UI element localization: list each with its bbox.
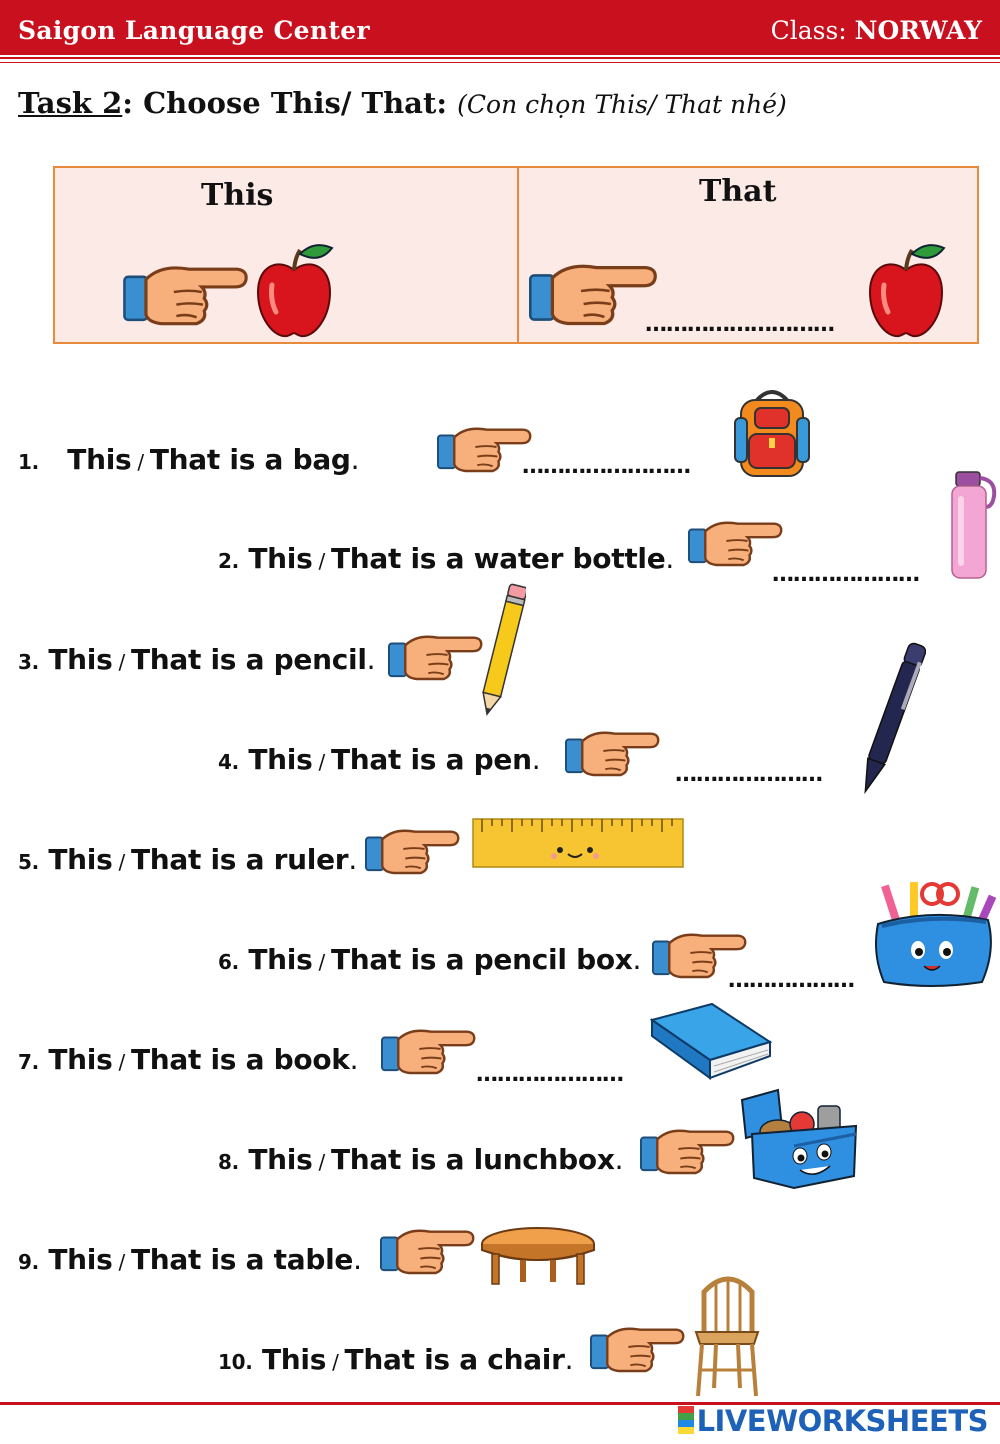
apple-icon <box>253 240 335 340</box>
lunchbox-icon <box>738 1088 862 1190</box>
period: . <box>564 1343 574 1376</box>
option-this[interactable]: This <box>48 1243 113 1276</box>
pencil-box-icon <box>870 880 1000 990</box>
answer-dots: ………………… <box>476 1062 623 1087</box>
answer-dots: ………………… <box>675 762 822 787</box>
legend-this-label: This <box>201 178 274 213</box>
slash: / <box>118 650 125 674</box>
slash: / <box>118 1050 125 1074</box>
option-that[interactable]: That <box>130 1043 202 1076</box>
liveworksheets-logo[interactable] <box>678 1404 988 1438</box>
task-instruction: : Choose This/ That: <box>122 86 458 120</box>
sentence-rest: is a table <box>201 1243 354 1276</box>
option-this[interactable]: This <box>248 943 313 976</box>
option-that[interactable]: That <box>330 1143 402 1176</box>
slash: / <box>118 850 125 874</box>
question-number: 1. <box>18 450 39 474</box>
option-this[interactable]: This <box>261 1343 327 1376</box>
slash: / <box>318 1150 325 1174</box>
option-that[interactable]: That <box>344 1343 415 1376</box>
period: . <box>632 943 642 976</box>
sentence-rest: is a book <box>201 1043 350 1076</box>
sentence-rest: is a bag <box>219 443 351 476</box>
header-divider <box>0 57 1000 59</box>
option-this[interactable]: This <box>48 843 113 876</box>
question-number: 2. <box>218 549 239 573</box>
option-that[interactable]: That <box>130 1243 202 1276</box>
question-number: 6. <box>218 950 239 974</box>
backpack-icon <box>733 388 811 480</box>
water-bottle-icon <box>946 470 998 580</box>
book-icon <box>650 1002 772 1080</box>
slash: / <box>318 950 325 974</box>
sentence-rest: is a pencil <box>201 643 367 676</box>
option-that[interactable]: That <box>130 843 202 876</box>
sentence-rest: is a pen <box>401 743 532 776</box>
table-icon <box>480 1226 596 1286</box>
pointing-hand-icon <box>525 252 663 330</box>
option-that[interactable]: That <box>330 943 402 976</box>
class-name: NORWAY <box>854 16 982 45</box>
option-this[interactable]: This <box>248 1143 313 1176</box>
pointing-hand-icon <box>381 1020 477 1078</box>
sentence-rest: is a lunchbox <box>401 1143 615 1176</box>
pointing-hand-icon <box>437 418 533 476</box>
question-4 <box>218 743 540 776</box>
question-number: 5. <box>18 850 39 874</box>
answer-dots: …………………… <box>522 454 690 479</box>
period: . <box>614 1143 624 1176</box>
pointing-hand-icon <box>365 820 461 878</box>
question-3 <box>18 643 375 676</box>
logo-text: LIVEWORKSHEETS <box>696 1404 988 1438</box>
question-number: 9. <box>18 1250 39 1274</box>
task-label: Task 2 <box>18 86 123 120</box>
option-this[interactable]: This <box>248 743 313 776</box>
header-divider-thin <box>0 62 1000 63</box>
option-this[interactable]: This <box>48 643 113 676</box>
ruler-icon <box>472 818 684 868</box>
question-number: 8. <box>218 1150 239 1174</box>
pointing-hand-icon <box>565 722 661 780</box>
option-this[interactable]: This <box>48 1043 113 1076</box>
sentence-rest: is a chair <box>414 1343 565 1376</box>
legend-that-label: That <box>699 174 777 209</box>
task-title <box>18 86 787 120</box>
option-that[interactable]: That <box>330 542 402 575</box>
question-number: 4. <box>218 750 239 774</box>
slash: / <box>137 450 144 474</box>
answer-dots: ……………… <box>728 968 854 993</box>
question-number: 10. <box>218 1350 253 1374</box>
question-6 <box>218 943 641 976</box>
legend-dots: ……………………… <box>645 312 834 337</box>
slash: / <box>118 1250 125 1274</box>
sentence-rest: is a ruler <box>201 843 349 876</box>
pointing-hand-icon <box>119 254 254 330</box>
option-that[interactable]: That <box>130 643 202 676</box>
brand-name: Saigon Language Center <box>18 16 370 45</box>
option-this[interactable]: This <box>67 443 132 476</box>
question-2 <box>218 542 674 575</box>
period: . <box>531 743 541 776</box>
period: . <box>366 643 376 676</box>
class-label: Class: <box>770 16 855 45</box>
period: . <box>665 542 675 575</box>
period: . <box>348 843 357 876</box>
question-8 <box>218 1143 623 1176</box>
period: . <box>353 1243 362 1276</box>
class-info <box>771 16 982 45</box>
apple-icon <box>865 240 947 340</box>
pointing-hand-icon <box>388 626 484 684</box>
question-5 <box>18 843 357 876</box>
question-number: 3. <box>18 650 39 674</box>
slash: / <box>332 1350 339 1374</box>
legend-divider <box>517 168 519 342</box>
pointing-hand-icon <box>380 1220 476 1278</box>
option-this[interactable]: This <box>248 542 313 575</box>
question-number: 7. <box>18 1050 39 1074</box>
pointing-hand-icon <box>640 1120 736 1178</box>
pen-icon <box>856 636 926 806</box>
chair-icon <box>692 1270 762 1398</box>
answer-dots: ………………… <box>772 562 919 587</box>
this-that-legend <box>53 166 979 344</box>
slash: / <box>318 549 325 573</box>
option-that[interactable]: That <box>330 743 402 776</box>
period: . <box>349 1043 359 1076</box>
header-bar <box>0 0 1000 55</box>
sentence-rest: is a pencil box <box>401 943 633 976</box>
sentence-rest: is a water bottle <box>401 542 666 575</box>
question-9 <box>18 1243 362 1276</box>
question-10 <box>218 1343 573 1376</box>
option-that[interactable]: That <box>149 443 220 476</box>
pointing-hand-icon <box>590 1318 686 1376</box>
task-hint: (Con chọn This/ That nhé) <box>457 90 787 119</box>
period: . <box>350 443 360 476</box>
question-7 <box>18 1043 358 1076</box>
pointing-hand-icon <box>688 512 784 570</box>
pencil-icon <box>480 580 526 720</box>
slash: / <box>318 750 325 774</box>
question-1 <box>18 443 359 476</box>
logo-mark-icon <box>678 1406 694 1434</box>
